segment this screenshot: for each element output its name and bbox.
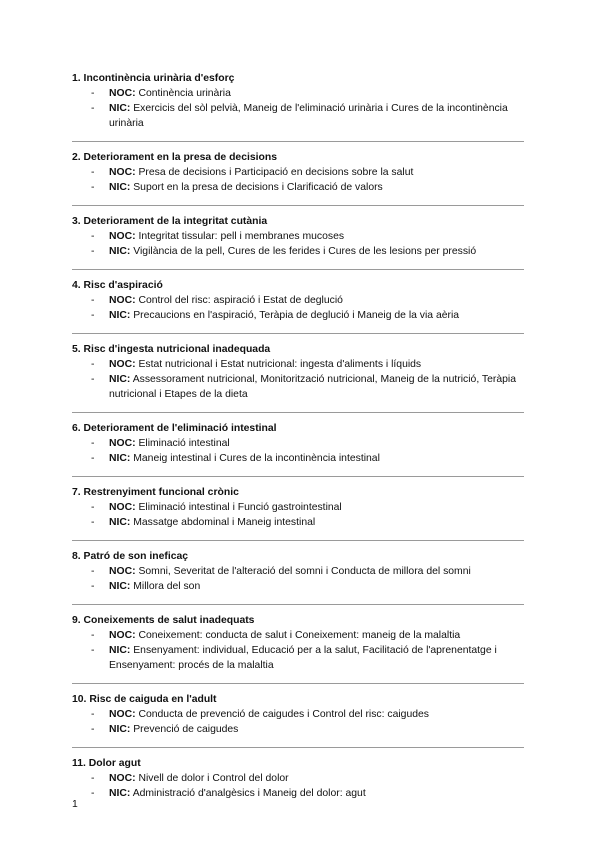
divider xyxy=(72,333,524,334)
noc-item: - NOC: Nivell de dolor i Control del dolor xyxy=(91,773,289,784)
noc-item: - NOC: Presa de decisions i Participació en decisions sobre la salut xyxy=(91,167,414,178)
divider xyxy=(72,141,524,142)
nic-item: - NIC: Exercicis del sòl pelvià, Maneig de l'eliminació urinària i Cures de la incontinència urinària xyxy=(91,103,508,129)
divider xyxy=(72,476,524,477)
section-title: 3. Deteriorament de la integritat cutània xyxy=(72,216,268,227)
section-4 xyxy=(72,279,524,323)
nic-item: - NIC: Assessorament nutricional, Monitorització nutricional, Maneig de la nutrició, Teràpia nutricional i Etapes de la dieta xyxy=(91,374,516,400)
divider xyxy=(72,683,524,684)
noc-item: - NOC: Integritat tissular: pell i membranes mucoses xyxy=(91,231,345,242)
page-number: 1 xyxy=(72,799,78,810)
noc-item: - NOC: Coneixement: conducta de salut i Coneixement: maneig de la malaltia xyxy=(91,630,461,641)
noc-item: - NOC: Estat nutricional i Estat nutricional: ingesta d'aliments i líquids xyxy=(91,359,422,370)
noc-item: - NOC: Conducta de prevenció de caigudes i Control del risc: caigudes xyxy=(91,709,429,720)
section-9 xyxy=(72,614,524,673)
section-title: 4. Risc d'aspiració xyxy=(72,280,163,291)
section-title: 8. Patró de son ineficaç xyxy=(72,551,189,562)
divider xyxy=(72,205,524,206)
section-title: 10. Risc de caiguda en l'adult xyxy=(72,694,217,705)
noc-item: - NOC: Somni, Severitat de l'alteració del somni i Conducta de millora del somni xyxy=(91,566,471,577)
nic-item: - NIC: Prevenció de caigudes xyxy=(91,724,239,735)
nic-item: - NIC: Precaucions en l'aspiració, Teràpia de deglució i Maneig de la via aèria xyxy=(91,310,460,321)
noc-item: - NOC: Eliminació intestinal xyxy=(91,438,230,449)
noc-item: - NOC: Control del risc: aspiració i Estat de deglució xyxy=(91,295,343,306)
section-title: 6. Deteriorament de l'eliminació intestinal xyxy=(72,423,277,434)
nic-item: - NIC: Massatge abdominal i Maneig intestinal xyxy=(91,517,316,528)
nic-item: - NIC: Ensenyament: individual, Educació per a la salut, Facilitació de l'aprenentatge i Ensenyament: procés de la malaltia xyxy=(91,645,497,671)
section-10 xyxy=(72,693,524,737)
section-title: 11. Dolor agut xyxy=(72,758,141,769)
noc-item: - NOC: Eliminació intestinal i Funció gastrointestinal xyxy=(91,502,342,513)
section-11 xyxy=(72,757,524,801)
nic-item: - NIC: Millora del son xyxy=(91,581,201,592)
divider xyxy=(72,540,524,541)
section-title: 1. Incontinència urinària d'esforç xyxy=(72,73,235,84)
section-title: 2. Deteriorament en la presa de decisions xyxy=(72,152,278,163)
section-8 xyxy=(72,550,524,594)
section-1 xyxy=(72,72,524,131)
divider xyxy=(72,604,524,605)
noc-item: - NOC: Continència urinària xyxy=(91,88,231,99)
section-title: 9. Coneixements de salut inadequats xyxy=(72,615,255,626)
section-7 xyxy=(72,486,524,530)
nic-item: - NIC: Administració d'analgèsics i Maneig del dolor: agut xyxy=(91,788,366,799)
section-title: 5. Risc d'ingesta nutricional inadequada xyxy=(72,344,271,355)
section-title: 7. Restrenyiment funcional crònic xyxy=(72,487,239,498)
section-2 xyxy=(72,151,524,195)
section-5 xyxy=(72,343,524,402)
section-3 xyxy=(72,215,524,259)
nic-item: - NIC: Maneig intestinal i Cures de la incontinència intestinal xyxy=(91,453,380,464)
care-plan-list xyxy=(72,72,524,801)
divider xyxy=(72,747,524,748)
nic-item: - NIC: Vigilància de la pell, Cures de les ferides i Cures de les lesions per pressió xyxy=(91,246,477,257)
section-6 xyxy=(72,422,524,466)
nic-item: - NIC: Suport en la presa de decisions i Clarificació de valors xyxy=(91,182,383,193)
divider xyxy=(72,269,524,270)
divider xyxy=(72,412,524,413)
